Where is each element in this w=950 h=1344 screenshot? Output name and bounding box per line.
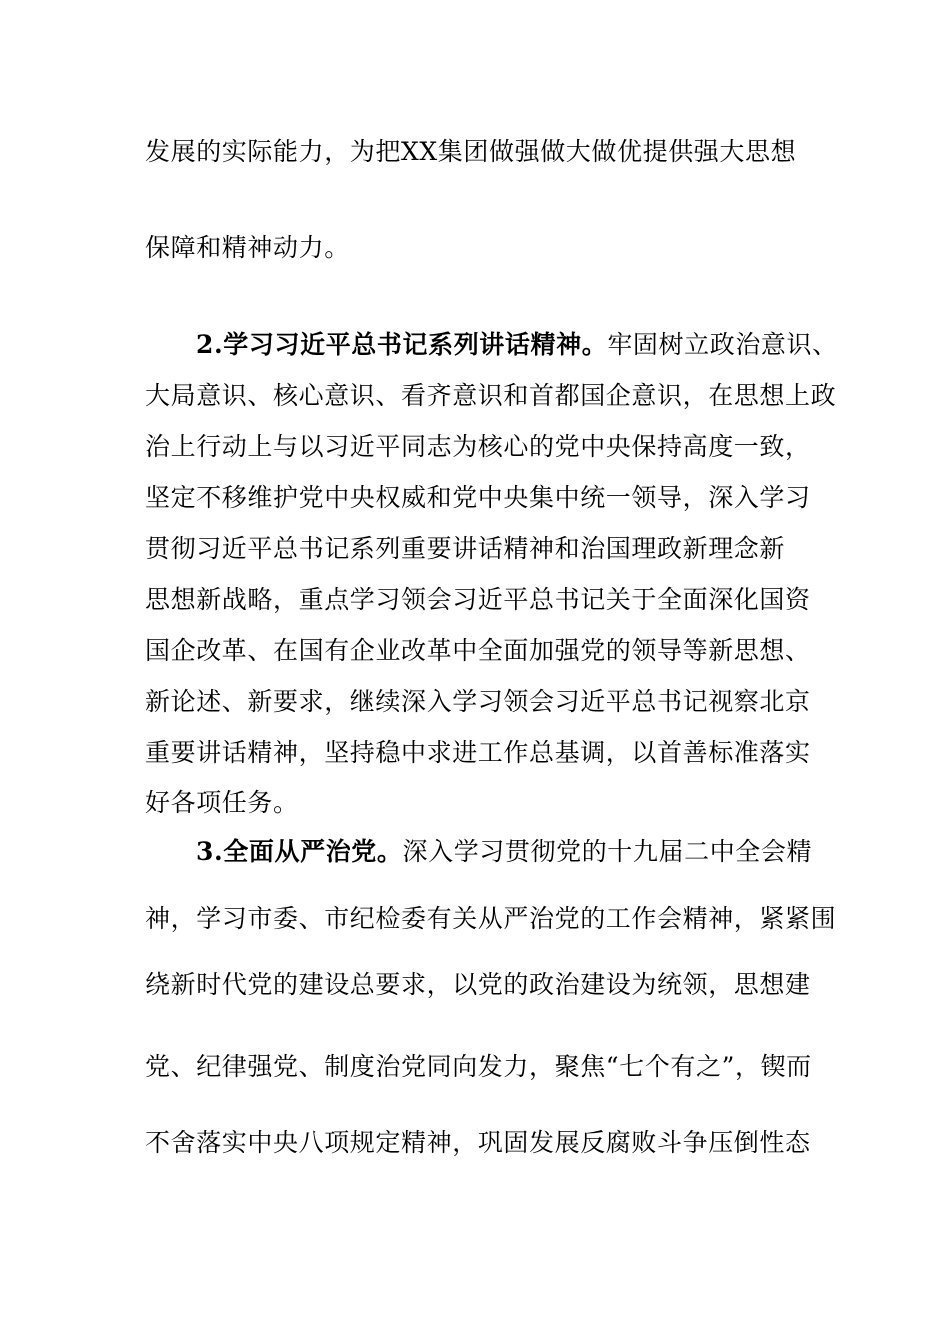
line-text: 保障和精神动力。 bbox=[145, 233, 350, 262]
paragraph-line bbox=[145, 788, 299, 818]
line-text: 重要讲话精神，坚持稳中求进工作总基调，以首善标准落实 bbox=[145, 738, 811, 767]
paragraph-line bbox=[145, 585, 811, 615]
section-2-first-line bbox=[196, 330, 838, 360]
line-text: 绕新时代党的建设总要求，以党的政治建设为统领，思想建 bbox=[145, 970, 811, 999]
line-text: 治上行动上与以习近平同志为核心的党中央保持高度一致， bbox=[145, 432, 811, 461]
paragraph-line bbox=[145, 534, 785, 564]
line-text: 坚定不移维护党中央权威和党中央集中统一领导，深入学习 bbox=[145, 483, 811, 512]
paragraph-line bbox=[145, 483, 811, 513]
paragraph-line bbox=[145, 233, 350, 263]
line-text: 党、纪律强党、制度治党同向发力，聚焦“七个有之”，锲而 bbox=[145, 1052, 812, 1081]
line-text: 神，学习市委、市纪检委有关从严治党的工作会精神，紧紧围 bbox=[145, 904, 837, 933]
paragraph-line bbox=[145, 636, 811, 666]
paragraph-line bbox=[145, 432, 811, 462]
line-text: 国企改革、在国有企业改革中全面加强党的领导等新思想、 bbox=[145, 636, 811, 665]
line-text: 新论述、新要求，继续深入学习领会习近平总书记视察北京 bbox=[145, 687, 811, 716]
section-3-first-line bbox=[196, 837, 812, 867]
paragraph-line bbox=[145, 970, 811, 1000]
paragraph-line bbox=[145, 904, 836, 934]
paragraph-line bbox=[145, 381, 836, 411]
line-text: 牢固树立政治意识、 bbox=[607, 330, 838, 359]
paragraph-line bbox=[145, 1128, 811, 1158]
section-3-heading: 3.全面从严治党。 bbox=[196, 837, 403, 866]
line-text: 深入学习贯彻党的十九届二中全会精 bbox=[402, 837, 813, 866]
line-text: 贯彻习近平总书记系列重要讲话精神和治国理政新理念新 bbox=[145, 534, 786, 563]
line-text: 思想新战略，重点学习领会习近平总书记关于全面深化国资 bbox=[145, 585, 811, 614]
paragraph-line bbox=[145, 1052, 812, 1082]
paragraph-line bbox=[145, 137, 796, 167]
section-2-heading: 2.学习习近平总书记系列讲话精神。 bbox=[196, 330, 608, 359]
line-text: 发展的实际能力，为把XX集团做强做大做优提供强大思想 bbox=[145, 137, 797, 166]
line-text: 不舍落实中央八项规定精神，巩固发展反腐败斗争压倒性态 bbox=[145, 1128, 811, 1157]
paragraph-line bbox=[145, 687, 811, 717]
line-text: 大局意识、核心意识、看齐意识和首都国企意识，在思想上政 bbox=[145, 381, 837, 410]
line-text: 好各项任务。 bbox=[145, 788, 299, 817]
paragraph-line bbox=[145, 738, 811, 768]
